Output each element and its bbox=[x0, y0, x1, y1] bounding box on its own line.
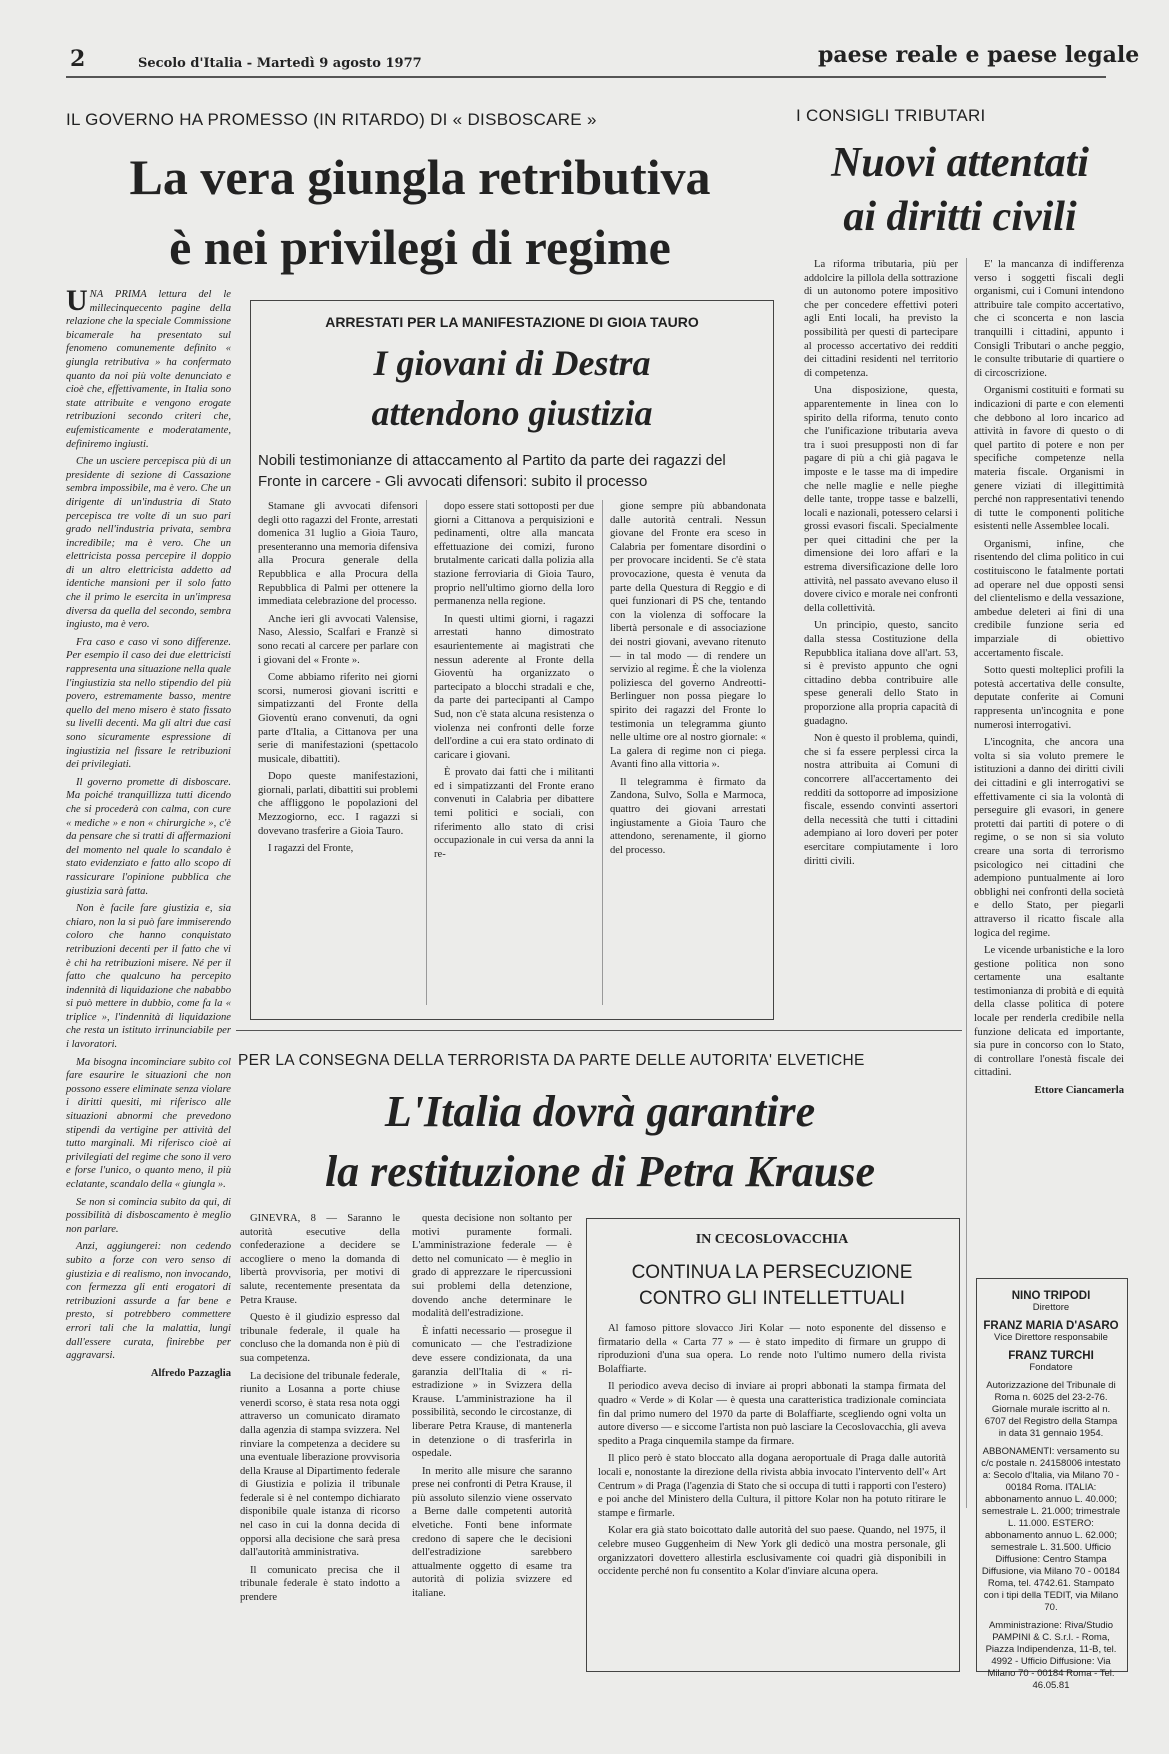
director-role: Direttore bbox=[1032, 1302, 1070, 1313]
box-headline-1: I giovani di Destra bbox=[373, 343, 651, 383]
lower-kicker: PER LA CONSEGNA DELLA TERRORISTA DA PARTE DELLE AUTORITA' ELVETICHE bbox=[238, 1052, 865, 1069]
lower-paragraph: questa decisione non soltanto per motivi puramente formali. L'amministrazione federale — è detto nel comunicato — è meglio in grado di apprezzare le ripercussioni sui problemi della detenzione, dovendo anche determinare le modalità dell'estradizione. bbox=[412, 1213, 572, 1320]
box-paragraph: Stamane gli avvocati difensori degli otto ragazzi del Fronte, arrestati domenica 31 luglio a Gioia Tauro, presenteranno una memoria difensiva alla Procura generale della Repubblica e alla Procura della Repubblica di Palmi per ottenere la immediata celebrazione del processo. bbox=[258, 501, 418, 608]
main-headline-1: La vera giungla retributiva bbox=[129, 149, 711, 205]
vice-director-name: FRANZ MARIA D'ASARO bbox=[983, 1320, 1119, 1332]
box-kicker: ARRESTATI PER LA MANIFESTAZIONE DI GIOIA TAURO bbox=[325, 314, 699, 330]
main-paragraph: Ma bisogna incominciare subito col fare esaurire le situazioni che non possono essere eliminate senza violare i diritti quesiti, mi riferisco alle situazioni abnormi che prevedono stipendi da vertigine per attività del tutto marginali. Mi riferisco cioè ai privilegiati del regime che sono il vero e forse l'unico, o quanto meno, il più eclatante, scandalo della « giungla ». bbox=[66, 1056, 231, 1190]
czech-paragraph: Il periodico aveva deciso di inviare ai propri abbonati la stampa firmata del quadro « Verde » di Kolar — è questa una caratteristica tradizionale cominciata fin dal primo numero del 1970 da parte di Bolaffiarte, scegliendo ogni volta un autore diverso — e siccome l'artista non può lasciare la Cecoslovacchia, gli aveva spedito a Praga cinquemila stampe da firmare. bbox=[598, 1381, 946, 1447]
main-author: Alfredo Pazzaglia bbox=[150, 1367, 231, 1379]
agency-text: Amministrazione: Riva/Studio PAMPINI & C. S.r.l. - Roma, Piazza Indipendenza, 11-B, tel. 4992 - Ufficio Diffusione: Via Milano 70 - 00184 Roma - Tel. 46.05.81 bbox=[985, 1620, 1117, 1691]
right-paragraph: L'incognita, che ancora una volta si sia voluto premere le istituzioni a danno dei diritti civili dei cittadini e gli interrogativi se effettivamente ci sia la volontà di perseguire gli evasori, in genere protetti dai partiti di potere o di regime, o se non si sia voluto creare una sorta di terrorismo psicologico nei cittadini che adempiono puntualmente ai loro obblighi nei confronti della società e dello Stato, per piegarli attraverso il ricatto fiscale alla logica del regime. bbox=[974, 737, 1124, 939]
czech-paragraph: Il plico però è stato bloccato alla dogana aeroportuale di Praga dalle autorità locali e, nonostante la direzione della rivista abbia invocato l'intervento dell'« Art Centrum » di Praga (l'agenzia di Stato che si occupa di tutti i rapporti con l'estero) e poi anche del Ministero della Cultura, il pittore Kolar non ha potuto ritirare le stampe e firmarle. bbox=[598, 1453, 946, 1519]
right-author: Ettore Ciancamerla bbox=[1034, 1085, 1124, 1097]
main-kicker: IL GOVERNO HA PROMESSO (IN RITARDO) DI « DISBOSCARE » bbox=[66, 110, 597, 129]
box-subhead: Nobili testimonianze di attaccamento al Partito da parte dei ragazzi del Fronte in carcere - Gli avvocati difensori: subito il processo bbox=[258, 452, 726, 490]
main-article-body bbox=[66, 284, 231, 1668]
main-paragraph: Che un usciere percepisca più di un presidente di sezione di Cassazione sembra impossibile, ma è vero. Che un dirigente di un'industria di Stato percepisca tre volte di un suo pari grado nell'industria privata, sembra incredibile; ma è vero. Che un elettricista possa percepire il doppio di un altro elettricista addetto ad identiche mansioni per il solo fatto che il primo le esercita in un'impresa diversa da quella del secondo, sembra ingiusto, ma è vero. bbox=[66, 456, 231, 631]
lower-paragraph: Il comunicato precisa che il tribunale federale è stato indotto a prendere bbox=[240, 1564, 400, 1604]
column-divider bbox=[966, 258, 967, 1508]
founder-name: FRANZ TURCHI bbox=[1008, 1350, 1094, 1362]
main-paragraph: Fra caso e caso vi sono differenze. Per esempio il caso dei due elettricisti rappresenta una situazione nella quale l'ingiustizia sta nello stipendio del più povero, estremamente basso, mentre quello del meno misero è stato fissato su livelli decenti. Ma gli altri due casi sono sicuramente espressione di ingiustizia nel fissare le retribuzioni dei privilegiati. bbox=[66, 636, 231, 771]
right-paragraph: Organismi, infine, che risentendo del clima politico in cui costituiscono le fatalmente portati ad operare nel due opposti sensi del clientelismo e della vessazione, ambedue deleteri ai fini di una credibile funzione seria ed imparziale di obiettivo accertamento fiscale. bbox=[974, 538, 1124, 659]
lower-column-2 bbox=[412, 1212, 572, 1682]
subscriptions-text: ABBONAMENTI: versamento su c/c postale n. 24158006 intestato a: Secolo d'Italia, via Milano 70 - 00184 Roma. ITALIA: abbonamento annuo L. 40.000; semestrale L. 21.000; trimestrale L. 11.000. ESTERO: abbonamento annuo L. 62.000; semestrale L. 31.500. Ufficio Diffusione: Centro Stampa Diffusione, via Milano 70 - 00184 Roma, tel. 4742.61. Stampato con i tipi della TEDIT, via Milano 70. bbox=[981, 1446, 1121, 1613]
right-headline-1: Nuovi attentati bbox=[831, 140, 1089, 186]
box-paragraph: È provato dai fatti che i militanti ed i simpatizzanti del Fronte erano convenuti in Calabria per dibattere temi politici e sociali, con riferimento allo stato di crisi occupazionale in cui versa da anni la re- bbox=[434, 767, 594, 860]
box-column-2 bbox=[434, 500, 594, 1005]
box-paragraph: Come abbiamo riferito nei giorni scorsi, numerosi giovani iscritti e simpatizzanti del Fronte della Gioventù erano convenuti, da ogni parte d'Italia, a Cittanova per una serie di manifestazioni (spettacolo musicale, dibattiti). bbox=[258, 672, 418, 765]
czech-headline-1: CONTINUA LA PERSECUZIONE bbox=[631, 1262, 913, 1283]
box-paragraph: dopo essere stati sottoposti per due giorni a Cittanova a perquisizioni e pedinamenti, oltre alla mancata effettuazione dei comizi, furono brutalmente caricati dalla polizia alla stazione ferroviaria di Gioia Tauro, proprio nell'ultimo giorno della loro permanenza nella regione. bbox=[434, 501, 594, 608]
box-paragraph: I ragazzi del Fronte, bbox=[268, 843, 354, 855]
main-paragraph: Anzi, aggiungerei: non cedendo subito a forze con vero senso di giustizia e di realismo, non invocando, con fermezza gli enti erogatori di retribuzioni assurde a far bene e presto, si potrebbero commettere errori tali che la malattia, lungi dall'essere curata, finirebbe per aggravarsi. bbox=[66, 1241, 231, 1362]
masthead-rule bbox=[66, 76, 1106, 78]
main-paragraph: Non è facile fare giustizia e, sia chiaro, non la si può fare immiserendo coloro che hanno conquistato retribuzioni decenti per il fatto che vi è chi ha retribuzioni misere. Né per il fatto che qualcuno ha percepito indennità di liquidazione che nababbo si può mettere in dubbio, come fa la « triplice », l'indennità di liquidazione che resta un istituto irrinunciabile per i lavoratori. bbox=[66, 903, 231, 1051]
right-paragraph: Una disposizione, questa, apparentemente in linea con lo spirito della riforma, tenuto conto che l'unificazione tributaria aveva tra i suoi presupposti non di far pagare di più a chi già pagava le imposte e le tasse ma di impedire che nelle maglie e nelle pieghe delle tante, troppe tasse e balzelli, locali e nazionali, potessero celarsi i grossi evasori fiscali. Specialmente per quei cittadini che per la dimensione dei loro affari e la estrema diversificazione delle loro attività, nel passato avevano eluso il dovere civico e morale nei confronti della collettività. bbox=[804, 385, 958, 614]
czech-paragraph: Kolar era già stato boicottato dalle autorità del suo paese. Quando, nel 1975, il celebre museo Guggenheim di New York gli dedicò una mostra personale, gli organizzatori dovettero allestirla esclusivamente coi quadri già disponibili in occidente perché non fu consentito a Kolar d'inviare alcuna opera. bbox=[598, 1525, 946, 1578]
right-paragraph: E' la mancanza di indifferenza verso i soggetti fiscali degli organismi, cui i Comuni intendono attribuire tale compito accertativo, che ci sconcerta e non lascia tranquilli i cittadini, appunto i Consigli Tributari o anche peggio, le consulte tributarie di quartiere o di circoscrizione. bbox=[974, 259, 1124, 379]
box-column-3 bbox=[610, 500, 766, 1005]
right-paragraph: Le vicende urbanistiche e la loro gestione politica non sono certamente una esaltante testimonianza di probità e di equità della classe politica di potere locale per renderla credibile nella funzione delicata ed importante, sia pure in concorso con lo Stato, di controllare l'onestà fiscale dei cittadini. bbox=[974, 945, 1124, 1079]
right-kicker: I CONSIGLI TRIBUTARI bbox=[796, 106, 986, 125]
lower-column-1 bbox=[240, 1212, 400, 1682]
colophon bbox=[980, 1284, 1122, 1691]
lower-headline-2: la restituzione di Petra Krause bbox=[324, 1147, 876, 1196]
box-headline-2: attendono giustizia bbox=[371, 393, 653, 433]
vice-director-role: Vice Direttore responsabile bbox=[994, 1332, 1108, 1343]
right-paragraph: Un principio, questo, sancito dalla stessa Costituzione della Repubblica italiana dove all'art. 53, si è previsto appunto che ogni cittadino debba contribuire alle spese generali dello Stato in proporzione alla propria capacità di guadagno. bbox=[804, 620, 958, 727]
paper-date: Secolo d'Italia - Martedì 9 agosto 1977 bbox=[138, 56, 422, 71]
lower-paragraph: GINEVRA, 8 — Saranno le autorità esecutive della confederazione a decidere se accogliere o meno la domanda di libertà provvisoria, per motivi di salute, recentemente presentata da Petra Krause. bbox=[240, 1213, 400, 1306]
main-paragraph: Il governo promette di disboscare. Ma poiché tranquillizza tutti dicendo che si procederà con calma, con cure « mediche » e non « chirurgiche », c'è da pensare che si tratti di affermazioni del momento nel quale lo scandalo è stato evidenziato e fatto allo scopo di rassicurare l'opinione pubblica che giustizia sarà fatta. bbox=[66, 776, 231, 897]
czech-body bbox=[598, 1322, 946, 1662]
box-paragraph: Anche ieri gli avvocati Valensise, Naso, Alessio, Scalfari e Franzè si sono recati al carcere per parlare con i giovani del « Fronte ». bbox=[258, 613, 418, 666]
registration-text: Autorizzazione del Tribunale di Roma n. 6025 del 23-2-76. Giornale murale iscritto al n. 6707 del Registro della Stampa in data 31 gennaio 1954. bbox=[984, 1380, 1118, 1439]
main-paragraph: NA PRIMA lettura del le millecinquecento pagine della relazione che la speciale Commissione bicamerale ha presentato sul fenomeno comunemente definito « giungla retributiva » ha confermato quanto da noi più volte denunciato e cioè che, effettivamente, in Italia sono state attribuite e vengono erogate retribuzioni secondo criteri che, eufemisticamente e moderatamente, definiremo ingiusti. bbox=[66, 289, 231, 450]
lower-paragraph: Questo è il giudizio espresso dal tribunale federale, il quale ha concluso che la domanda non è più di sua competenza. bbox=[240, 1312, 400, 1364]
main-headline-2: è nei privilegi di regime bbox=[169, 219, 671, 275]
right-paragraph: Sotto questi molteplici profili la potestà accertativa delle consulte, deputate conferite ai Comuni rappresenta un'incognita e pone numerosi interrogativi. bbox=[974, 665, 1124, 731]
box-paragraph: Dopo queste manifestazioni, giornali, parlati, dibattiti sui problemi che affliggono le popolazioni del Mezzogiorno, ecc. I ragazzi si dovevano trasferire a Gioia Tauro. bbox=[258, 771, 418, 837]
box-paragraph: Il telegramma è firmato da Zandona, Sulvo, Solla e Marmoca, quattro dei giovani arrestati ingiustamente a Gioia Tauro che attendono, serenamente, il giorno del processo. bbox=[610, 776, 766, 856]
right-paragraph: Organismi costituiti e formati su indicazioni di parte e con elementi che debbono al loro incarico ad attività in favore di questo o di quel partito di potere e non per specifiche competenze nella materia fiscale. Organismi in genere viziati di illegittimità perché non rappresentativi tenendo di tutte le componenti politiche esistenti nelle Assemblee locali. bbox=[974, 385, 1124, 533]
czech-headline-2: CONTRO GLI INTELLETTUALI bbox=[638, 1288, 906, 1309]
column-divider bbox=[602, 500, 603, 1005]
section-rule bbox=[236, 1030, 962, 1031]
czech-paragraph: Al famoso pittore slovacco Jiri Kolar — noto esponente del dissenso e firmatario della « Carta 77 » — è stato impedito di firmare un gruppo di riproduzioni d'una sua opera. Lo rende noto l'ultimo numero della rivista Bolaffiarte. bbox=[598, 1323, 946, 1375]
right-headline-2: ai diritti civili bbox=[843, 194, 1077, 240]
dropcap: U bbox=[66, 284, 88, 317]
main-paragraph: Se non si comincia subito da qui, di possibilità di disboscamento è meglio non parlare. bbox=[66, 1196, 231, 1235]
right-paragraph: Non è questo il problema, quindi, che si fa essere perplessi circa la nostra attribuita ai Comuni di concorrere all'accertamento dei redditi da sottoporre ad imposizione fiscale, essendo convinti assertori della necessità che tutti i cittadini adempiano ai loro doveri per poter esercitare compiutamente i loro diritti civili. bbox=[804, 733, 958, 867]
lower-headline-1: L'Italia dovrà garantire bbox=[384, 1087, 816, 1136]
column-divider bbox=[426, 500, 427, 1005]
box-column-1 bbox=[258, 500, 418, 1005]
box-paragraph: gione sempre più abbandonata dalle autorità centrali. Nessun giovane del Fronte era sceso in Calabria per fomentare disordini o per provocare incidenti. Se c'è stata provocazione, questa è venuta da parte della Questura di Reggio e di quei funzionari di PS che, tentando con la violenza di soffocare la libertà personale e di associazione dei nostri giovani, avevano ritenuto — in tal modo — di rendere un servizio al regime. È che la violenza poliziesca del governo Andreotti-Berlinguer non possa piegare lo spirito dei ragazzi del Fronte lo testimonia un telegramma giunto nelle ultime ore al nostro giornale: « La galera di regime non ci piega. Avanti fino alla vittoria ». bbox=[610, 501, 766, 771]
box-paragraph: In questi ultimi giorni, i ragazzi arrestati hanno dimostrato esaurientemente ai magistrati che nessun aderente al Fronte della Gioventù ha organizzato o partecipato a blocchi stradali e che, da parte dei partecipanti al Campo Sud, non c'è stata alcuna resistenza o violenza nei confronti delle forze dell'ordine a cui era stato ordinato di caricare i giovani. bbox=[434, 613, 594, 761]
lower-paragraph: La decisione del tribunale federale, riunito a Losanna a porte chiuse venerdì scorso, è stata resa nota oggi attraverso un comunicato diramato dalla agenzia di stampa svizzera. Nel rinviare la competenza a decidere su una eventuale liberazione provvisoria della Krause al Dipartimento federale di Giustizia e polizia il tribunale federale si è nel contempo dichiarato disponibile quale istanza di ricorso nel caso in cui la donna decida di opporsi alla decisione che sarà presa dall'autorità amministrativa. bbox=[240, 1370, 400, 1559]
czech-kicker: IN CECOSLOVACCHIA bbox=[695, 1232, 849, 1247]
lower-paragraph: È infatti necessario — prosegue il comunicato — che l'estradizione deve essere condizionata, da una garanzia dell'Italia di « ri-estradizione » in Svizzera della Krause. L'amministrazione ha il possibilità, secondo le circostanze, di liberare Petra Krause, di mantenerla in detenzione o di trasferirla in ospedale. bbox=[412, 1325, 572, 1460]
founder-role: Fondatore bbox=[1029, 1362, 1073, 1373]
director-name: NINO TRIPODI bbox=[1011, 1290, 1091, 1302]
lower-paragraph: In merito alle misure che saranno prese nei confronti di Petra Krause, il più assoluto silenzio viene osservato a Berne dalle competenti autorità elvetiche. Fonti bene informate credono di sapere che le decisioni dell'estradizione sarebbero attualmente oggetto di esame tra autorità di polizia svizzere ed italiane. bbox=[412, 1465, 572, 1600]
page-number: 2 bbox=[70, 46, 86, 72]
right-column-1 bbox=[804, 258, 958, 1018]
section-title: paese reale e paese legale bbox=[818, 42, 1140, 68]
right-paragraph: La riforma tributaria, più per addolcire la pillola della sottrazione di un autonomo potere impositivo che per concedere effettivi poteri agli Enti locali, ha previsto la possibilità per questi di partecipare al processo accertativo dei redditi dei cittadini residenti nel territorio di competenza. bbox=[804, 259, 958, 379]
